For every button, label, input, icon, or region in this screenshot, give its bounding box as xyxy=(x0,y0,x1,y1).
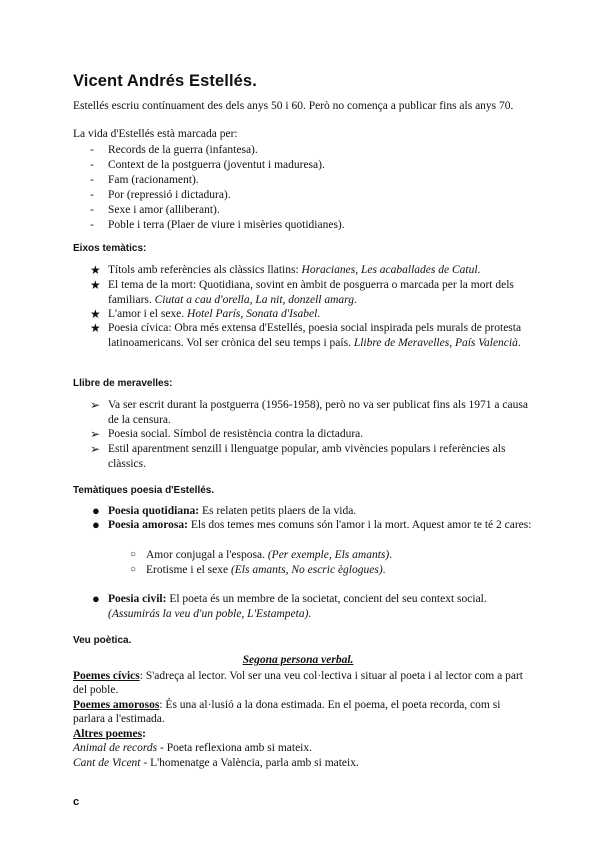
civics-paragraph: Poemes cívics: S'adreça al lector. Vol ser una veu col·lectiva i situar al poeta i al lector com a part del poble. xyxy=(73,670,523,696)
life-intro: La vida d'Estellés està marcada per: xyxy=(73,128,238,140)
star-icon: ★ xyxy=(90,321,101,335)
bullet-icon: ● xyxy=(92,503,100,518)
list-item: - Fam (racionament). xyxy=(90,174,199,187)
star-icon: ★ xyxy=(90,307,101,321)
amorosos-paragraph: Poemes amorosos: És una al·lusió a la dona estimada. En el poema, el poeta recorda, com si parlara a l'estimada. xyxy=(73,699,501,725)
life-list xyxy=(73,143,345,234)
animal-line: Animal de records - Poeta reflexiona amb si mateix. xyxy=(73,742,312,754)
list-item: - Records de la guerra (infantesa). xyxy=(90,144,258,156)
list-item: ★ Títols amb referències als clàssics llatins: Horacianes, Les acaballades de Catul. xyxy=(90,263,481,277)
star-icon: ★ xyxy=(90,263,101,277)
list-item: - Por (repressió i dictadura). xyxy=(90,189,231,202)
list-item: ● Poesia quotidiana: Es relaten petits plaers de la vida. xyxy=(92,503,357,518)
list-item: - Sexe i amor (alliberant). xyxy=(90,204,220,217)
circle-icon: ○ xyxy=(130,564,137,575)
list-item: - Poble i terra (Plaer de viure i misèries quotidianes). xyxy=(90,219,345,232)
circle-icon: ○ xyxy=(130,549,137,560)
list-item: - Context de la postguerra (joventut i maduresa). xyxy=(90,159,325,172)
list-item: ● Poesia amorosa: Els dos temes mes comuns són l'amor i la mort. Aquest amor te té 2 cares: xyxy=(92,517,532,532)
arrow-icon: ➢ xyxy=(90,427,101,441)
altres-heading: Altres poemes: xyxy=(73,728,146,740)
intro-paragraph: Estellés escriu contínuament des dels anys 50 i 60. Però no comença a publicar fins als anys 70. xyxy=(73,100,514,112)
section-heading-llibre: Llibre de meravelles: xyxy=(73,378,173,389)
list-item: ★ L'amor i el sexe. Hotel París, Sonata d'Isabel. xyxy=(90,307,321,321)
section-heading-veu: Veu poètica. xyxy=(73,635,132,646)
arrow-icon: ➢ xyxy=(90,442,101,456)
section-heading-tematiques: Temàtiques poesia d'Estellés. xyxy=(73,485,215,496)
star-icon: ★ xyxy=(90,278,101,292)
sub-list-item: ○ Erotisme i el sexe (Els amants, No escric èglogues). xyxy=(130,564,386,576)
bullet-icon: ● xyxy=(92,591,100,606)
page-title: Vicent Andrés Estellés. xyxy=(73,72,257,90)
footer-letter: c xyxy=(73,796,80,808)
veu-subtitle: Segona persona verbal. xyxy=(242,654,354,666)
list-item: ➢ Estil aparentment senzill i llenguatge popular, amb vivències populars i referències als clàssics. xyxy=(90,442,506,470)
cant-line: Cant de Vicent - L'homenatge a València, parla amb si mateix. xyxy=(73,757,359,769)
list-item: ★ Poesia cívica: Obra més extensa d'Estellés, poesia social inspirada pels murals de protesta latinoamericans. Vol ser crònica del seu temps i país. Llibre de Meravelles, País Valencià. xyxy=(90,321,522,349)
section-heading-eixos: Eixos temàtics: xyxy=(73,243,147,254)
sub-list-item: ○ Amor conjugal a l'esposa. (Per exemple, Els amants). xyxy=(130,549,393,561)
list-item: ★ El tema de la mort: Quotidiana, sovint en àmbit de posguerra o marcada per la mort dels familiars. Ciutat a cau d'orella, La nit, donzell amarg. xyxy=(90,278,514,306)
bullet-icon: ● xyxy=(92,517,100,532)
arrow-icon: ➢ xyxy=(90,398,101,412)
list-item: ➢ Poesia social. Símbol de resistència contra la dictadura. xyxy=(90,427,364,441)
list-item: ➢ Va ser escrit durant la postguerra (1956-1958), però no va ser publicat fins als 1971 a causa de la censura. xyxy=(90,398,528,426)
list-item: ● Poesia civil: El poeta és un membre de la societat, concient del seu context social. (Assumirás la veu d'un poble, L'Estampeta). xyxy=(92,591,487,620)
